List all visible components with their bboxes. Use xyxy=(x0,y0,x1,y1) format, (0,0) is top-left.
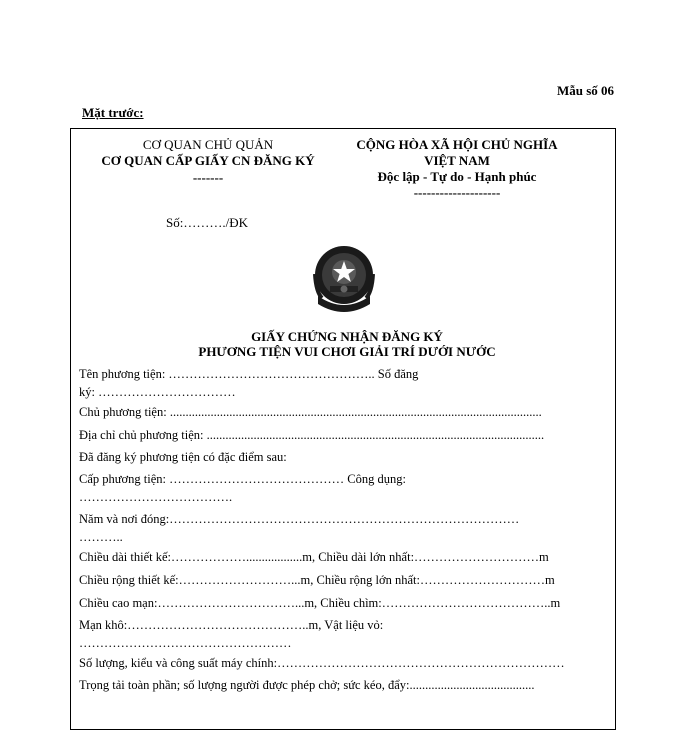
agency-separator: ------- xyxy=(192,170,224,185)
freeboard-field: Mạn khô:……………………………………..m, Vật liệu vỏ: xyxy=(79,618,384,632)
national-title-header xyxy=(328,137,586,201)
vehicle-name-field: Tên phương tiện: ………………………………………….. Số đăng xyxy=(79,367,419,381)
motto-separator: -------------------- xyxy=(413,185,501,200)
national-emblem-icon xyxy=(312,244,376,318)
owner-address-field: Địa chỉ chủ phương tiện: ............................................................................................................ xyxy=(79,428,545,442)
governing-agency: CƠ QUAN CHỦ QUẢN xyxy=(142,137,274,152)
title-line1: GIẤY CHỨNG NHẬN ĐĂNG KÝ xyxy=(251,329,443,344)
width-field: Chiều rộng thiết kế:………………………...m, Chiều rộng lớn nhất:…………………………m xyxy=(79,573,555,587)
registration-no-field: ký: …………………………… xyxy=(79,385,236,399)
issuing-agency-header xyxy=(90,137,326,186)
owner-field: Chủ phương tiện: ....................................................................................................................... xyxy=(79,405,542,419)
certificate-title xyxy=(90,329,604,359)
year-place-field: Năm và nơi đóng:………………………………………………………………………… xyxy=(79,512,520,526)
engines-field: Số lượng, kiểu và công suất máy chính:…………………………………………………………… xyxy=(79,656,565,670)
hull-material-field: …………………………………………… xyxy=(79,636,292,650)
capacity-field: Trọng tải toàn phần; số lượng người được phép chở; sức kéo, đẩy:........................................ xyxy=(79,678,535,692)
country-name-line2: VIỆT NAM xyxy=(424,153,490,168)
length-field: Chiều dài thiết kế:………………..................m, Chiều dài lớn nhất:…………………………m xyxy=(79,550,549,564)
title-line2: PHƯƠNG TIỆN VUI CHƠI GIẢI TRÍ DƯỚI NƯỚC xyxy=(198,344,496,359)
issuing-agency: CƠ QUAN CẤP GIẤY CN ĐĂNG KÝ xyxy=(101,153,315,168)
form-number: Mẫu số 06 xyxy=(557,83,615,98)
national-motto: Độc lập - Tự do - Hạnh phúc xyxy=(377,169,537,184)
year-place-cont: ……….. xyxy=(79,530,123,544)
depth-field: Chiều cao mạn:……………………………...m, Chiều chìm:…………………………………..m xyxy=(79,596,561,610)
front-side-label: Mặt trước: xyxy=(82,105,144,120)
vehicle-use-field: ………………………………. xyxy=(79,490,233,504)
registered-features-heading: Đã đăng ký phương tiện có đặc điểm sau: xyxy=(79,450,287,464)
vehicle-grade-field: Cấp phương tiện: …………………………………… Công dụng: xyxy=(79,472,406,486)
country-name-line1: CỘNG HÒA XÃ HỘI CHỦ NGHĨA xyxy=(356,137,558,152)
registration-number: Số:………./ĐK xyxy=(166,215,248,230)
